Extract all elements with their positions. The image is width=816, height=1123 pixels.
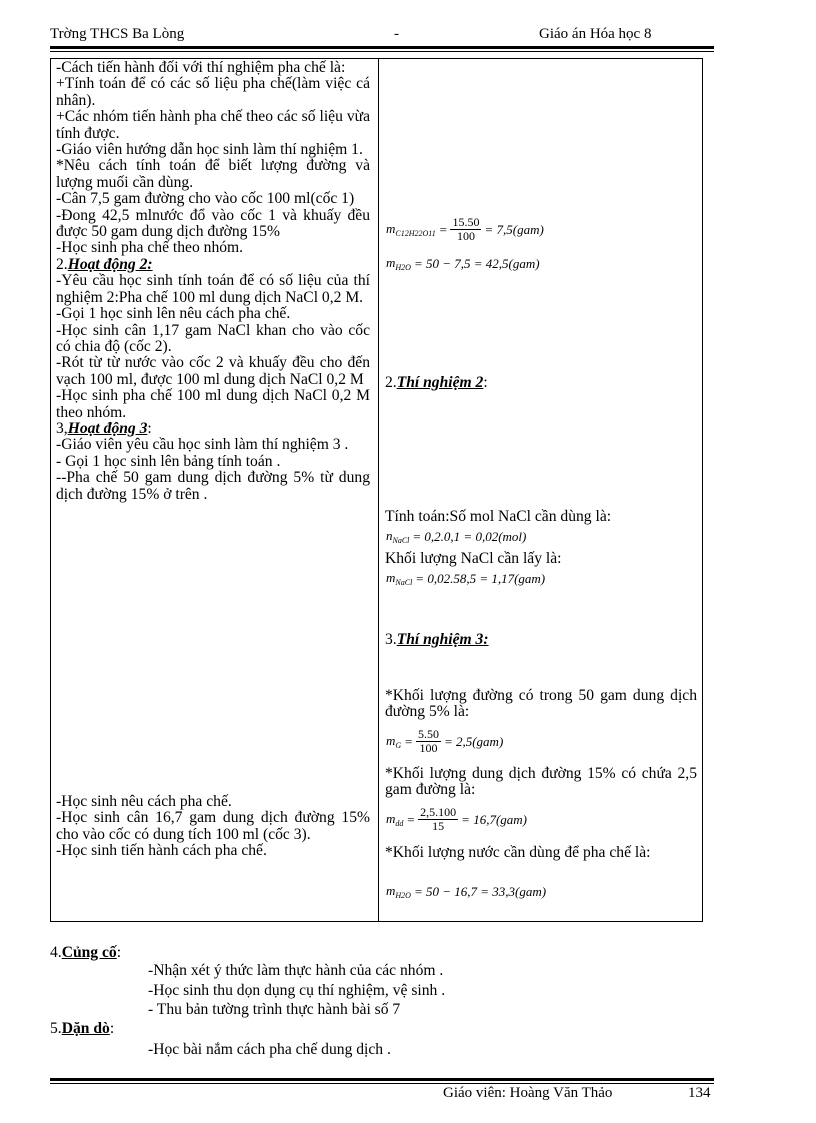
homework-heading: 5.Dặn dò: [50,1020,115,1037]
left-p14: -Giáo viên yêu cầu học sinh làm thí nghiệm 3 . [56,436,349,454]
consolidate-heading: 4.Củng cố: [50,944,122,961]
left-p8: -Học sinh pha chế theo nhóm. [56,239,244,257]
equation-solution-mass: $m_{dd}$ = $\frac{2,5.100}{15}$ = 16,7(gam) [386,805,527,833]
equation-nacl-mass: $m_{NaCl}$ = 0,02.58,5 = 1,17(gam) [386,570,546,587]
equation-water-mass: $m_{H2O}$ = 50 − 7,5 = 42,5(gam) [386,255,540,272]
homework-item: -Học bài nắm cách pha chế dung dịch . [148,1041,391,1058]
header-dash: - [394,26,399,42]
left-p19: -Học sinh tiến hành cách pha chế. [56,842,267,860]
calc-mol-text: Tính toán:Số mol NaCl cần dùng là: [385,508,612,525]
footer-rule-thick [50,1078,714,1081]
left-p6: -Cân 7,5 gam đường cho vào cốc 100 ml(cốc 1) [56,190,355,208]
left-p1: -Cách tiến hành đối với thí nghiệm pha chế là: [56,59,346,76]
left-p12: -Rót từ từ nước vào cốc 2 và khuấy đều cho đến vạch 100 ml, được 100 ml dung dịch NaCl 0,2 M [56,354,370,388]
left-p3: +Các nhóm tiến hành pha chế theo các số liệu vừa tính được. [56,108,370,142]
left-p15: - Gọi 1 học sinh lên bảng tính toán . [56,452,281,470]
equation-nacl-mol: $n_{NaCl}$ = 0,2.0,1 = 0,02(mol) [386,528,527,545]
footer-page-number: 134 [688,1085,711,1101]
experiment-3-heading: 3.Thí nghiệm 3: [385,631,489,648]
column-divider [378,58,379,922]
left-p7: -Đong 42,5 mlnước đổ vào cốc 1 và khuấy đều được 50 gam dung dịch đường 15% [56,206,370,241]
equation-sugar-mass: $m_{C12H22O11}$ = $\frac{15.50}{100}$ = 7,5(gam) [386,215,544,243]
left-p2: +Tính toán để có các số liệu pha chế(làm việc cá nhân). [56,75,370,109]
left-p10: -Gọi 1 học sinh lên nêu cách pha chế. [56,305,291,323]
calc-mass-text: Khối lượng NaCl cần lấy là: [385,550,562,567]
activity-3-heading: 3,Hoạt động 3: [56,419,152,437]
k2-text: *Khối lượng dung dịch đường 15% có chứa 2,5 gam đường là: [385,765,697,799]
left-column [56,60,370,503]
k3-text: *Khối lượng nước cần dùng để pha chế là: [385,844,651,861]
header-school: Trờng THCS Ba Lòng [50,26,185,42]
left-p18: -Học sinh cân 16,7 gam dung dịch đường 15% cho vào cốc có dung tích 100 ml (cốc 3). [56,809,370,843]
consolidate-item-3: - Thu bản tường trình thực hành bài số 7 [148,1001,401,1018]
experiment-2-heading: 2.Thí nghiệm 2: [385,374,488,391]
equation-sugar-5pct: $m_G$ = $\frac{5.50}{100}$ = 2,5(gam) [386,727,504,755]
left-p9: -Yêu cầu học sinh tính toán để có số liệu của thí nghiệm 2:Pha chế 100 ml dung dịch NaCl 0,2 M. [56,272,370,306]
left-p11: -Học sinh cân 1,17 gam NaCl khan cho vào cốc có chia độ (cốc 2). [56,321,370,355]
header-subject: Giáo án Hóa học 8 [539,26,652,42]
consolidate-item-2: -Học sinh thu dọn dụng cụ thí nghiệm, vệ sinh . [148,982,446,999]
equation-water-33: $m_{H2O}$ = 50 − 16,7 = 33,3(gam) [386,883,547,900]
left-p17: -Học sinh nêu cách pha chế. [56,793,232,810]
left-p4: -Giáo viên hướng dẫn học sinh làm thí nghiệm 1. [56,141,363,159]
header-rule-thick [50,46,714,49]
consolidate-item-1: -Nhận xét ý thức làm thực hành của các nhóm . [148,962,444,979]
left-p13: -Học sinh pha chế 100 ml dung dịch NaCl 0,2 M theo nhóm. [56,387,370,421]
left-p16: --Pha chế 50 gam dung dịch đường 5% từ dung dịch đường 15% ở trên . [56,469,370,503]
left-column-lower [56,794,370,860]
left-p5: *Nêu cách tính toán để biết lượng đường và lượng muối cần dùng. [56,157,370,191]
header-rule-thin [50,51,714,52]
activity-2-heading: 2.Hoạt động 2: [56,255,153,273]
k1-text: *Khối lượng đường có trong 50 gam dung dịch đường 5% là: [385,687,697,721]
footer-rule-thin [50,1083,714,1084]
footer-teacher: Giáo viên: Hoàng Văn Thảo [443,1085,613,1101]
